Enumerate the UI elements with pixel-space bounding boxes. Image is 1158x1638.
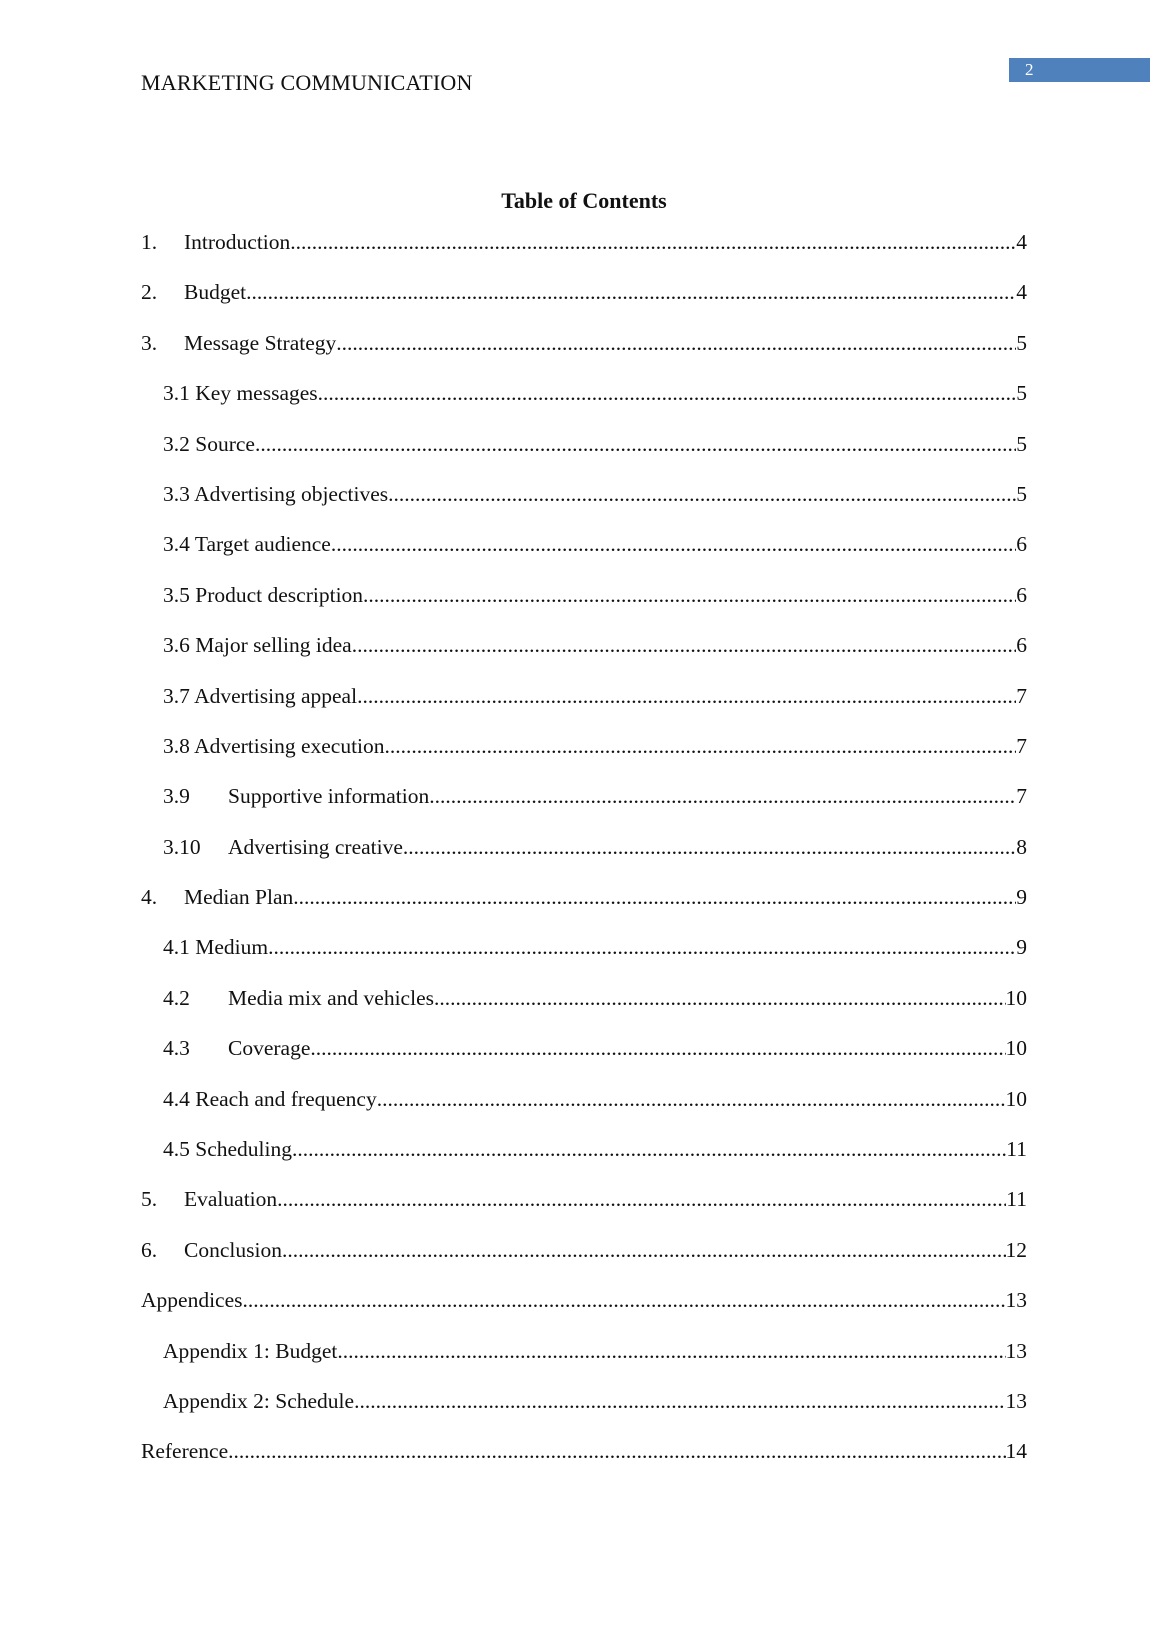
dot-leader bbox=[352, 629, 1017, 661]
toc-entry-label: 4.1 Medium bbox=[163, 935, 269, 960]
toc-entry-label: Conclusion bbox=[184, 1237, 282, 1262]
dot-leader bbox=[403, 831, 1016, 863]
toc-entry-media-mix-and-vehicles[interactable] bbox=[141, 982, 1027, 1032]
page-number-badge: 2 bbox=[1009, 58, 1150, 82]
toc-entry-medium[interactable] bbox=[141, 931, 1027, 981]
toc-entry-page: 14 bbox=[1005, 1439, 1027, 1464]
dot-leader bbox=[282, 1234, 1006, 1266]
toc-entry-page: 10 bbox=[1005, 1086, 1027, 1111]
toc-entry-number: 4. bbox=[141, 885, 158, 910]
toc-entry-coverage[interactable] bbox=[141, 1032, 1027, 1082]
toc-entry-scheduling[interactable] bbox=[141, 1133, 1027, 1183]
dot-leader bbox=[336, 327, 1016, 359]
toc-entry-number: 5. bbox=[141, 1187, 158, 1212]
toc-entry-label: Appendices bbox=[141, 1288, 243, 1313]
toc-entry-advertising-execution[interactable] bbox=[141, 730, 1027, 780]
toc-entry-label: 3.4 Target audience bbox=[163, 532, 331, 557]
toc-entry-evaluation[interactable] bbox=[141, 1183, 1027, 1233]
toc-entry-appendix-schedule[interactable] bbox=[141, 1385, 1027, 1435]
toc-entry-label: Message Strategy bbox=[184, 330, 337, 355]
toc-entry-number: 4.3 bbox=[163, 1036, 190, 1061]
toc-entry-page: 11 bbox=[1006, 1187, 1027, 1212]
table-of-contents bbox=[141, 226, 1027, 1486]
toc-entry-page: 6 bbox=[1016, 633, 1027, 658]
toc-entry-advertising-appeal[interactable] bbox=[141, 680, 1027, 730]
toc-entry-supportive-information[interactable] bbox=[141, 780, 1027, 830]
toc-entry-label: 3.7 Advertising appeal bbox=[163, 683, 358, 708]
toc-entry-number: 3.10 bbox=[163, 834, 201, 859]
toc-entry-message-strategy[interactable] bbox=[141, 327, 1027, 377]
toc-entry-target-audience[interactable] bbox=[141, 528, 1027, 578]
toc-entry-number: 1. bbox=[141, 230, 158, 254]
toc-entry-major-selling-idea[interactable] bbox=[141, 629, 1027, 679]
dot-leader bbox=[357, 680, 1016, 712]
toc-entry-reference[interactable] bbox=[141, 1435, 1027, 1485]
toc-entry-label: Evaluation bbox=[184, 1187, 278, 1212]
toc-entry-label: 3.1 Key messages bbox=[163, 381, 318, 406]
toc-entry-page: 12 bbox=[1005, 1237, 1027, 1262]
toc-entry-appendix-budget[interactable] bbox=[141, 1335, 1027, 1385]
toc-entry-page: 10 bbox=[1005, 985, 1027, 1010]
toc-entry-advertising-objectives[interactable] bbox=[141, 478, 1027, 528]
dot-leader bbox=[268, 931, 1016, 963]
dot-leader bbox=[331, 528, 1016, 560]
toc-entry-label: Media mix and vehicles bbox=[228, 985, 434, 1010]
toc-entry-advertising-creative[interactable] bbox=[141, 831, 1027, 881]
dot-leader bbox=[434, 982, 1006, 1014]
toc-entry-label: Advertising creative bbox=[228, 834, 403, 859]
toc-entry-conclusion[interactable] bbox=[141, 1234, 1027, 1284]
toc-entry-label: 3.8 Advertising execution bbox=[163, 733, 385, 758]
toc-entry-label: Budget bbox=[184, 280, 247, 305]
toc-entry-page: 10 bbox=[1005, 1036, 1027, 1061]
toc-entry-page: 9 bbox=[1016, 885, 1027, 910]
toc-entry-label: Supportive information bbox=[228, 784, 430, 809]
dot-leader bbox=[292, 1133, 1006, 1165]
toc-entry-number: 4.2 bbox=[163, 985, 190, 1010]
toc-entry-page: 4 bbox=[1016, 280, 1027, 305]
dot-leader bbox=[429, 780, 1016, 812]
toc-entry-page: 5 bbox=[1016, 481, 1027, 506]
toc-entry-page: 5 bbox=[1016, 381, 1027, 406]
toc-entry-label: 3.5 Product description bbox=[163, 582, 364, 607]
dot-leader bbox=[277, 1183, 1006, 1215]
toc-entry-reach-and-frequency[interactable] bbox=[141, 1083, 1027, 1133]
toc-entry-introduction[interactable] bbox=[141, 226, 1027, 276]
dot-leader bbox=[385, 730, 1017, 762]
dot-leader bbox=[363, 579, 1016, 611]
toc-entry-page: 6 bbox=[1016, 582, 1027, 607]
toc-entry-label: Appendix 2: Schedule bbox=[163, 1388, 355, 1413]
toc-entry-number: 3. bbox=[141, 330, 158, 355]
toc-entry-budget[interactable] bbox=[141, 276, 1027, 326]
dot-leader bbox=[310, 1032, 1005, 1064]
toc-entry-page: 6 bbox=[1016, 532, 1027, 557]
dot-leader bbox=[255, 428, 1016, 460]
toc-entry-page: 7 bbox=[1016, 683, 1027, 708]
toc-entry-key-messages[interactable] bbox=[141, 377, 1027, 427]
toc-entry-page: 7 bbox=[1016, 733, 1027, 758]
toc-entry-label: 4.4 Reach and frequency bbox=[163, 1086, 377, 1111]
dot-leader bbox=[377, 1083, 1006, 1115]
toc-entry-label: 3.6 Major selling idea bbox=[163, 633, 352, 658]
toc-entry-page: 13 bbox=[1005, 1338, 1027, 1363]
toc-entry-page: 5 bbox=[1016, 330, 1027, 355]
toc-entry-label: 4.5 Scheduling bbox=[163, 1137, 292, 1162]
dot-leader bbox=[318, 377, 1017, 409]
toc-entry-appendices[interactable] bbox=[141, 1284, 1027, 1334]
dot-leader bbox=[246, 276, 1016, 308]
toc-entry-page: 13 bbox=[1005, 1388, 1027, 1413]
dot-leader bbox=[354, 1385, 1005, 1417]
dot-leader bbox=[290, 226, 1016, 258]
toc-entry-product-description[interactable] bbox=[141, 579, 1027, 629]
toc-entry-label: 3.3 Advertising objectives bbox=[163, 481, 389, 506]
toc-entry-median-plan[interactable] bbox=[141, 881, 1027, 931]
toc-entry-page: 13 bbox=[1005, 1288, 1027, 1313]
dot-leader bbox=[243, 1284, 1006, 1316]
toc-entry-label: Coverage bbox=[228, 1036, 311, 1061]
toc-entry-label: 3.2 Source bbox=[163, 431, 255, 456]
toc-entry-page: 5 bbox=[1016, 431, 1027, 456]
toc-entry-number: 2. bbox=[141, 280, 158, 305]
toc-entry-label: Reference bbox=[141, 1439, 229, 1464]
toc-entry-source[interactable] bbox=[141, 428, 1027, 478]
running-header-title: MARKETING COMMUNICATION bbox=[141, 70, 473, 95]
toc-entry-number: 6. bbox=[141, 1237, 158, 1262]
toc-entry-page: 7 bbox=[1016, 784, 1027, 809]
toc-entry-label: Introduction bbox=[184, 230, 291, 254]
toc-entry-page: 4 bbox=[1016, 230, 1027, 254]
dot-leader bbox=[293, 881, 1016, 913]
dot-leader bbox=[228, 1435, 1005, 1467]
dot-leader bbox=[337, 1335, 1005, 1367]
toc-entry-page: 9 bbox=[1016, 935, 1027, 960]
toc-heading: Table of Contents bbox=[501, 188, 667, 213]
toc-entry-page: 8 bbox=[1016, 834, 1027, 859]
toc-entry-number: 3.9 bbox=[163, 784, 190, 809]
toc-entry-label: Appendix 1: Budget bbox=[163, 1338, 338, 1363]
dot-leader bbox=[388, 478, 1016, 510]
toc-entry-label: Median Plan bbox=[184, 885, 294, 910]
toc-entry-page: 11 bbox=[1006, 1137, 1027, 1162]
